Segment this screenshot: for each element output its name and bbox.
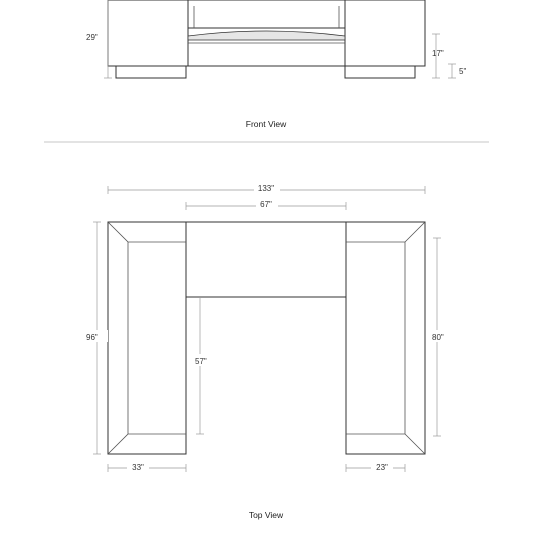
front-seat-back <box>188 0 345 28</box>
dim-label-leg-height: 5" <box>459 67 467 76</box>
right-chaise-cushion <box>346 222 425 454</box>
front-view-caption: Front View <box>245 119 287 129</box>
front-left-arm <box>108 0 188 66</box>
front-left-foot <box>116 66 186 78</box>
dim-label-overall-width: 133" <box>257 184 275 193</box>
dim-label-right-depth: 80" <box>432 333 444 342</box>
dim-label-left-arm-width: 33" <box>132 463 144 472</box>
dim-label-left-depth: 96" <box>86 333 98 342</box>
top-view-caption: Top View <box>248 510 284 520</box>
top-view <box>84 183 452 520</box>
front-right-arm <box>345 0 425 66</box>
left-chaise-cushion <box>108 222 186 454</box>
dim-label-overall-height: 29" <box>86 33 98 42</box>
front-view <box>86 0 466 129</box>
dim-label-seat-height: 17" <box>432 49 444 58</box>
top-sectional-outline <box>108 222 425 454</box>
dim-label-inner-width: 67" <box>260 200 272 209</box>
front-right-foot <box>345 66 415 78</box>
dim-label-right-arm-width: 23" <box>376 463 388 472</box>
front-seat-cushion <box>188 31 345 40</box>
dim-label-inner-depth: 57" <box>195 357 207 366</box>
